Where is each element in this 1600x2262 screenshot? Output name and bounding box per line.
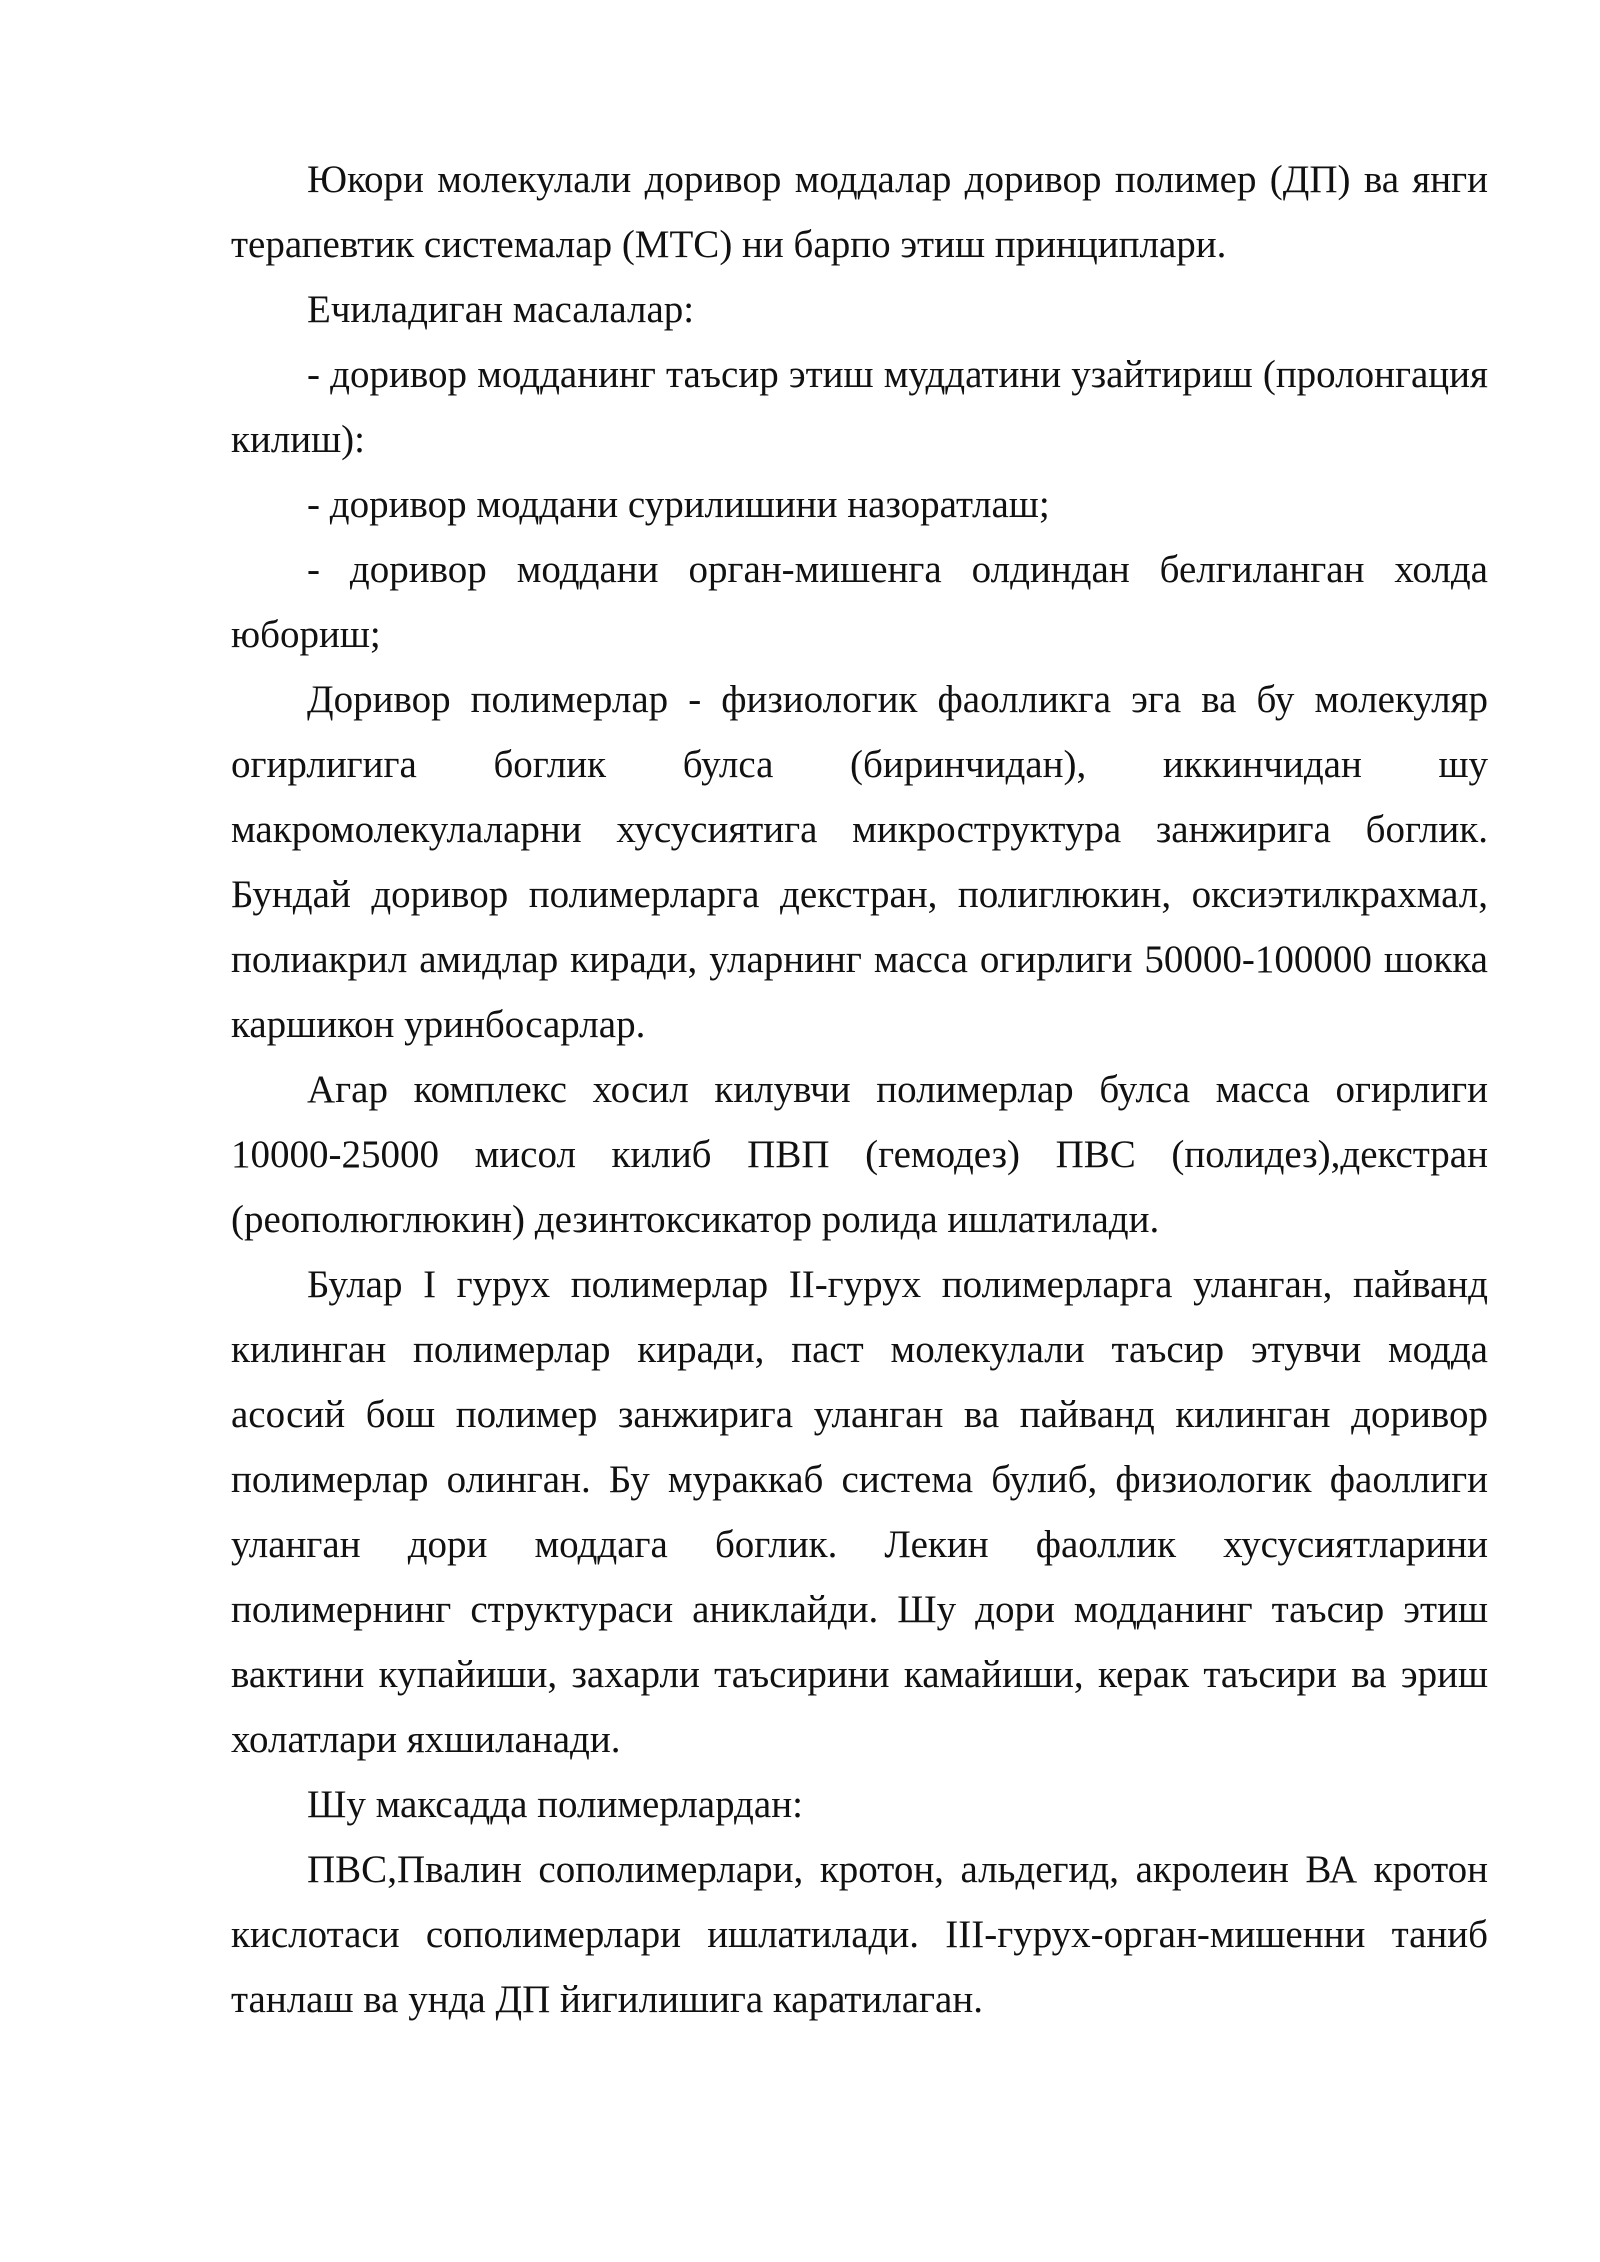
paragraph-heading: Юкори молекулали доривор моддалар доривор полимер (ДП) ва янги терапевтик системалар (МТС) ни барпо этиш принциплари. (231, 158, 1488, 266)
paragraph-complex-polymers: Агар комплекс хосил килувчи полимерлар булса масса огирлиги 10000-25000 мисол килиб ПВП (гемодез) ПВС (полидез),декстран (реополюглюкин) дезинтоксикатор ролида ишлатилади. (231, 1068, 1488, 1241)
paragraph-copolymers: ПВС,Пвалин сополимерлари, кротон, альдегид, акролеин ВА кротон кислотаси сополимерлари ишлатилади. III-гурух-орган-мишенни таниб танлаш ва унда ДП йигилишига каратилаган. (231, 1848, 1488, 2021)
paragraph-groups: Булар I гурух полимерлар II-гурух полимерларга уланган, пайванд килинган полимерлар киради, паст молекулали таъсир этувчи модда асосий бош полимер занжирига уланган ва пайванд килинган доривор полимерлар олинган. Бу мураккаб система булиб, физиологик фаоллиги уланган дори моддага боглик. Лекин фаоллик хусусиятларини полимернинг структураси аниклайди. Шу дори модданинг таъсир этиш вактини купайиши, захарли таъсирини камайиши, керак таъсири ва эриш холатлари яхшиланади. (231, 1263, 1488, 1761)
paragraph-task-1: - доривор модданинг таъсир этиш муддатини узайтириш (пролонгация килиш): (231, 353, 1488, 461)
document-body (231, 147, 1488, 2032)
paragraph-tasks-label: Ечиладиган масалалар: (307, 288, 695, 331)
paragraph-purpose: Шу максадда полимерлардан: (307, 1783, 803, 1826)
paragraph-task-2: - доривор моддани сурилишини назоратлаш; (307, 483, 1050, 526)
paragraph-task-3: - доривор моддани орган-мишенга олдиндан белгиланган холда юбориш; (231, 548, 1488, 656)
paragraph-drug-polymers: Доривор полимерлар - физиологик фаолликга эга ва бу молекуляр огирлигига боглик булса (биринчидан), иккинчидан шу макромолекулаларни хусусиятига микроструктура занжирига боглик. Бундай доривор полимерларга декстран, полиглюкин, оксиэтилкрахмал, полиакрил амидлар киради, уларнинг масса огирлиги 50000-100000 шокка каршикон уринбосарлар. (231, 678, 1488, 1046)
